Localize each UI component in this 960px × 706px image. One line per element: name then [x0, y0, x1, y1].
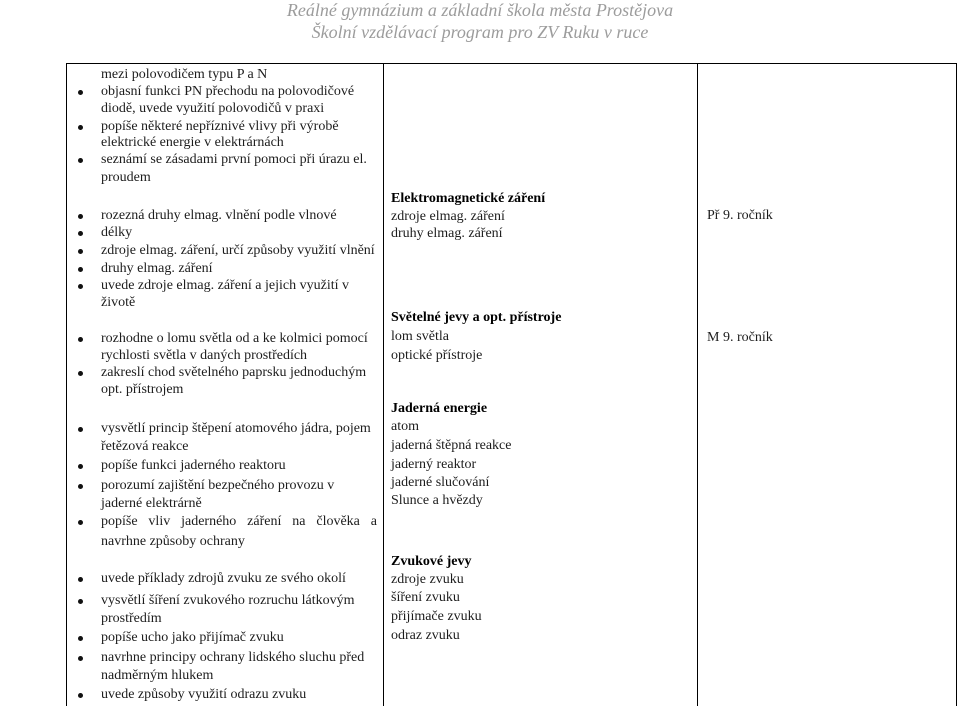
page-header — [0, 0, 960, 44]
bullet-icon — [78, 337, 83, 342]
bullet-icon — [78, 267, 83, 272]
outcome-line: rozhodne o lomu světla od a ke kolmici pomocí — [101, 331, 368, 346]
topic-item: lom světla — [391, 329, 449, 344]
outcome-line: nadměrným hlukem — [101, 668, 214, 683]
school-name: Reálné gymnázium a základní škola města Prostějova — [286, 0, 674, 20]
topic-item: jaderný reaktor — [391, 457, 477, 472]
bullet-icon — [78, 577, 83, 582]
topic-heading: Světelné jevy a opt. přístroje — [391, 310, 562, 325]
outcome-line: opt. přístrojem — [101, 382, 184, 397]
topic-item: optické přístroje — [391, 348, 483, 363]
outcome-line: popíše funkci jaderného reaktoru — [101, 458, 286, 473]
topic-item: zdroje zvuku — [391, 572, 464, 587]
program-name: Školní vzdělávací program pro ZV Ruku v ruce — [311, 22, 649, 42]
topic-item: Slunce a hvězdy — [391, 493, 483, 508]
bullet-icon — [78, 125, 83, 130]
outcome-line: vysvětlí princip štěpení atomového jádra, pojem — [101, 421, 371, 436]
outcome-line: elektrické energie v elektrárnách — [101, 135, 284, 150]
outcome-line: rozezná druhy elmag. vlnění podle vlnové — [101, 208, 337, 223]
outcome-line: uvede příklady zdrojů zvuku ze svého okolí — [101, 571, 346, 586]
topic-item: jaderná štěpná reakce — [391, 438, 512, 453]
outcome-line: navrhne způsoby ochrany — [101, 534, 245, 549]
bullet-icon — [78, 656, 83, 661]
topic-item: zdroje elmag. záření — [391, 209, 505, 224]
outcome-line: navrhne principy ochrany lidského sluchu před — [101, 650, 365, 665]
topic-item: jaderné slučování — [391, 475, 490, 490]
bullet-icon — [78, 214, 83, 219]
outcome-line: diodě, uvede využití polovodičů v praxi — [101, 101, 325, 116]
outcome-line: seznámí se zásadami první pomoci při úrazu el. — [101, 152, 367, 167]
bullet-icon — [78, 693, 83, 698]
topic-heading: Jaderná energie — [391, 401, 488, 416]
topic-item: přijímače zvuku — [391, 609, 482, 624]
outcome-line: rychlosti světla v daných prostředích — [101, 348, 308, 363]
outcome-line: prostředím — [101, 611, 162, 626]
outcome-line: uvede zdroje elmag. záření a jejich využití v — [101, 278, 350, 293]
outcome-line: životě — [101, 295, 136, 310]
outcome-line: popíše ucho jako přijímač zvuku — [101, 630, 284, 645]
bullet-icon — [78, 636, 83, 641]
topic-item: druhy elmag. záření — [391, 226, 503, 241]
outcomes-column — [66, 63, 383, 706]
outcome-line: zakreslí chod světelného paprsku jednoduchým — [101, 365, 367, 380]
bullet-icon — [78, 284, 83, 289]
bullet-icon — [78, 427, 83, 432]
outcome-line: zdroje elmag. záření, určí způsoby využití vlnění — [101, 243, 375, 258]
bullet-icon — [78, 90, 83, 95]
bullet-icon — [78, 158, 83, 163]
bullet-icon — [78, 249, 83, 254]
outcome-line: mezi polovodičem typu P a N — [101, 67, 268, 82]
outcome-line: druhy elmag. záření — [101, 261, 213, 276]
cross-curricular-reference: Př 9. ročník — [707, 208, 773, 223]
bullet-icon — [78, 484, 83, 489]
cross-curricular-reference: M 9. ročník — [707, 330, 773, 345]
outcome-line: popíše některé nepříznivé vlivy při výrobě — [101, 119, 339, 134]
topic-item: šíření zvuku — [391, 590, 460, 605]
outcome-line: vysvětlí šíření zvukového rozruchu látkovým — [101, 593, 355, 608]
relations-column — [697, 63, 957, 706]
bullet-icon — [78, 231, 83, 236]
topic-heading: Elektromagnetické záření — [391, 191, 546, 206]
topic-heading: Zvukové jevy — [391, 554, 472, 569]
curriculum-column — [383, 63, 697, 706]
outcome-line: řetězová reakce — [101, 439, 189, 454]
outcome-line: proudem — [101, 170, 151, 185]
bullet-icon — [78, 464, 83, 469]
bullet-icon — [78, 520, 83, 525]
outcome-line: popíše vliv jaderného záření na člověka a — [101, 514, 377, 529]
bullet-icon — [78, 599, 83, 604]
outcome-line: jaderné elektrárně — [101, 496, 202, 511]
outcome-line: uvede způsoby využití odrazu zvuku — [101, 687, 307, 702]
topic-item: atom — [391, 419, 419, 434]
outcome-line: objasní funkci PN přechodu na polovodičové — [101, 84, 355, 99]
outcome-line: délky — [101, 225, 133, 240]
bullet-icon — [78, 371, 83, 376]
topic-item: odraz zvuku — [391, 628, 460, 643]
outcome-line: porozumí zajištění bezpečného provozu v — [101, 478, 335, 493]
